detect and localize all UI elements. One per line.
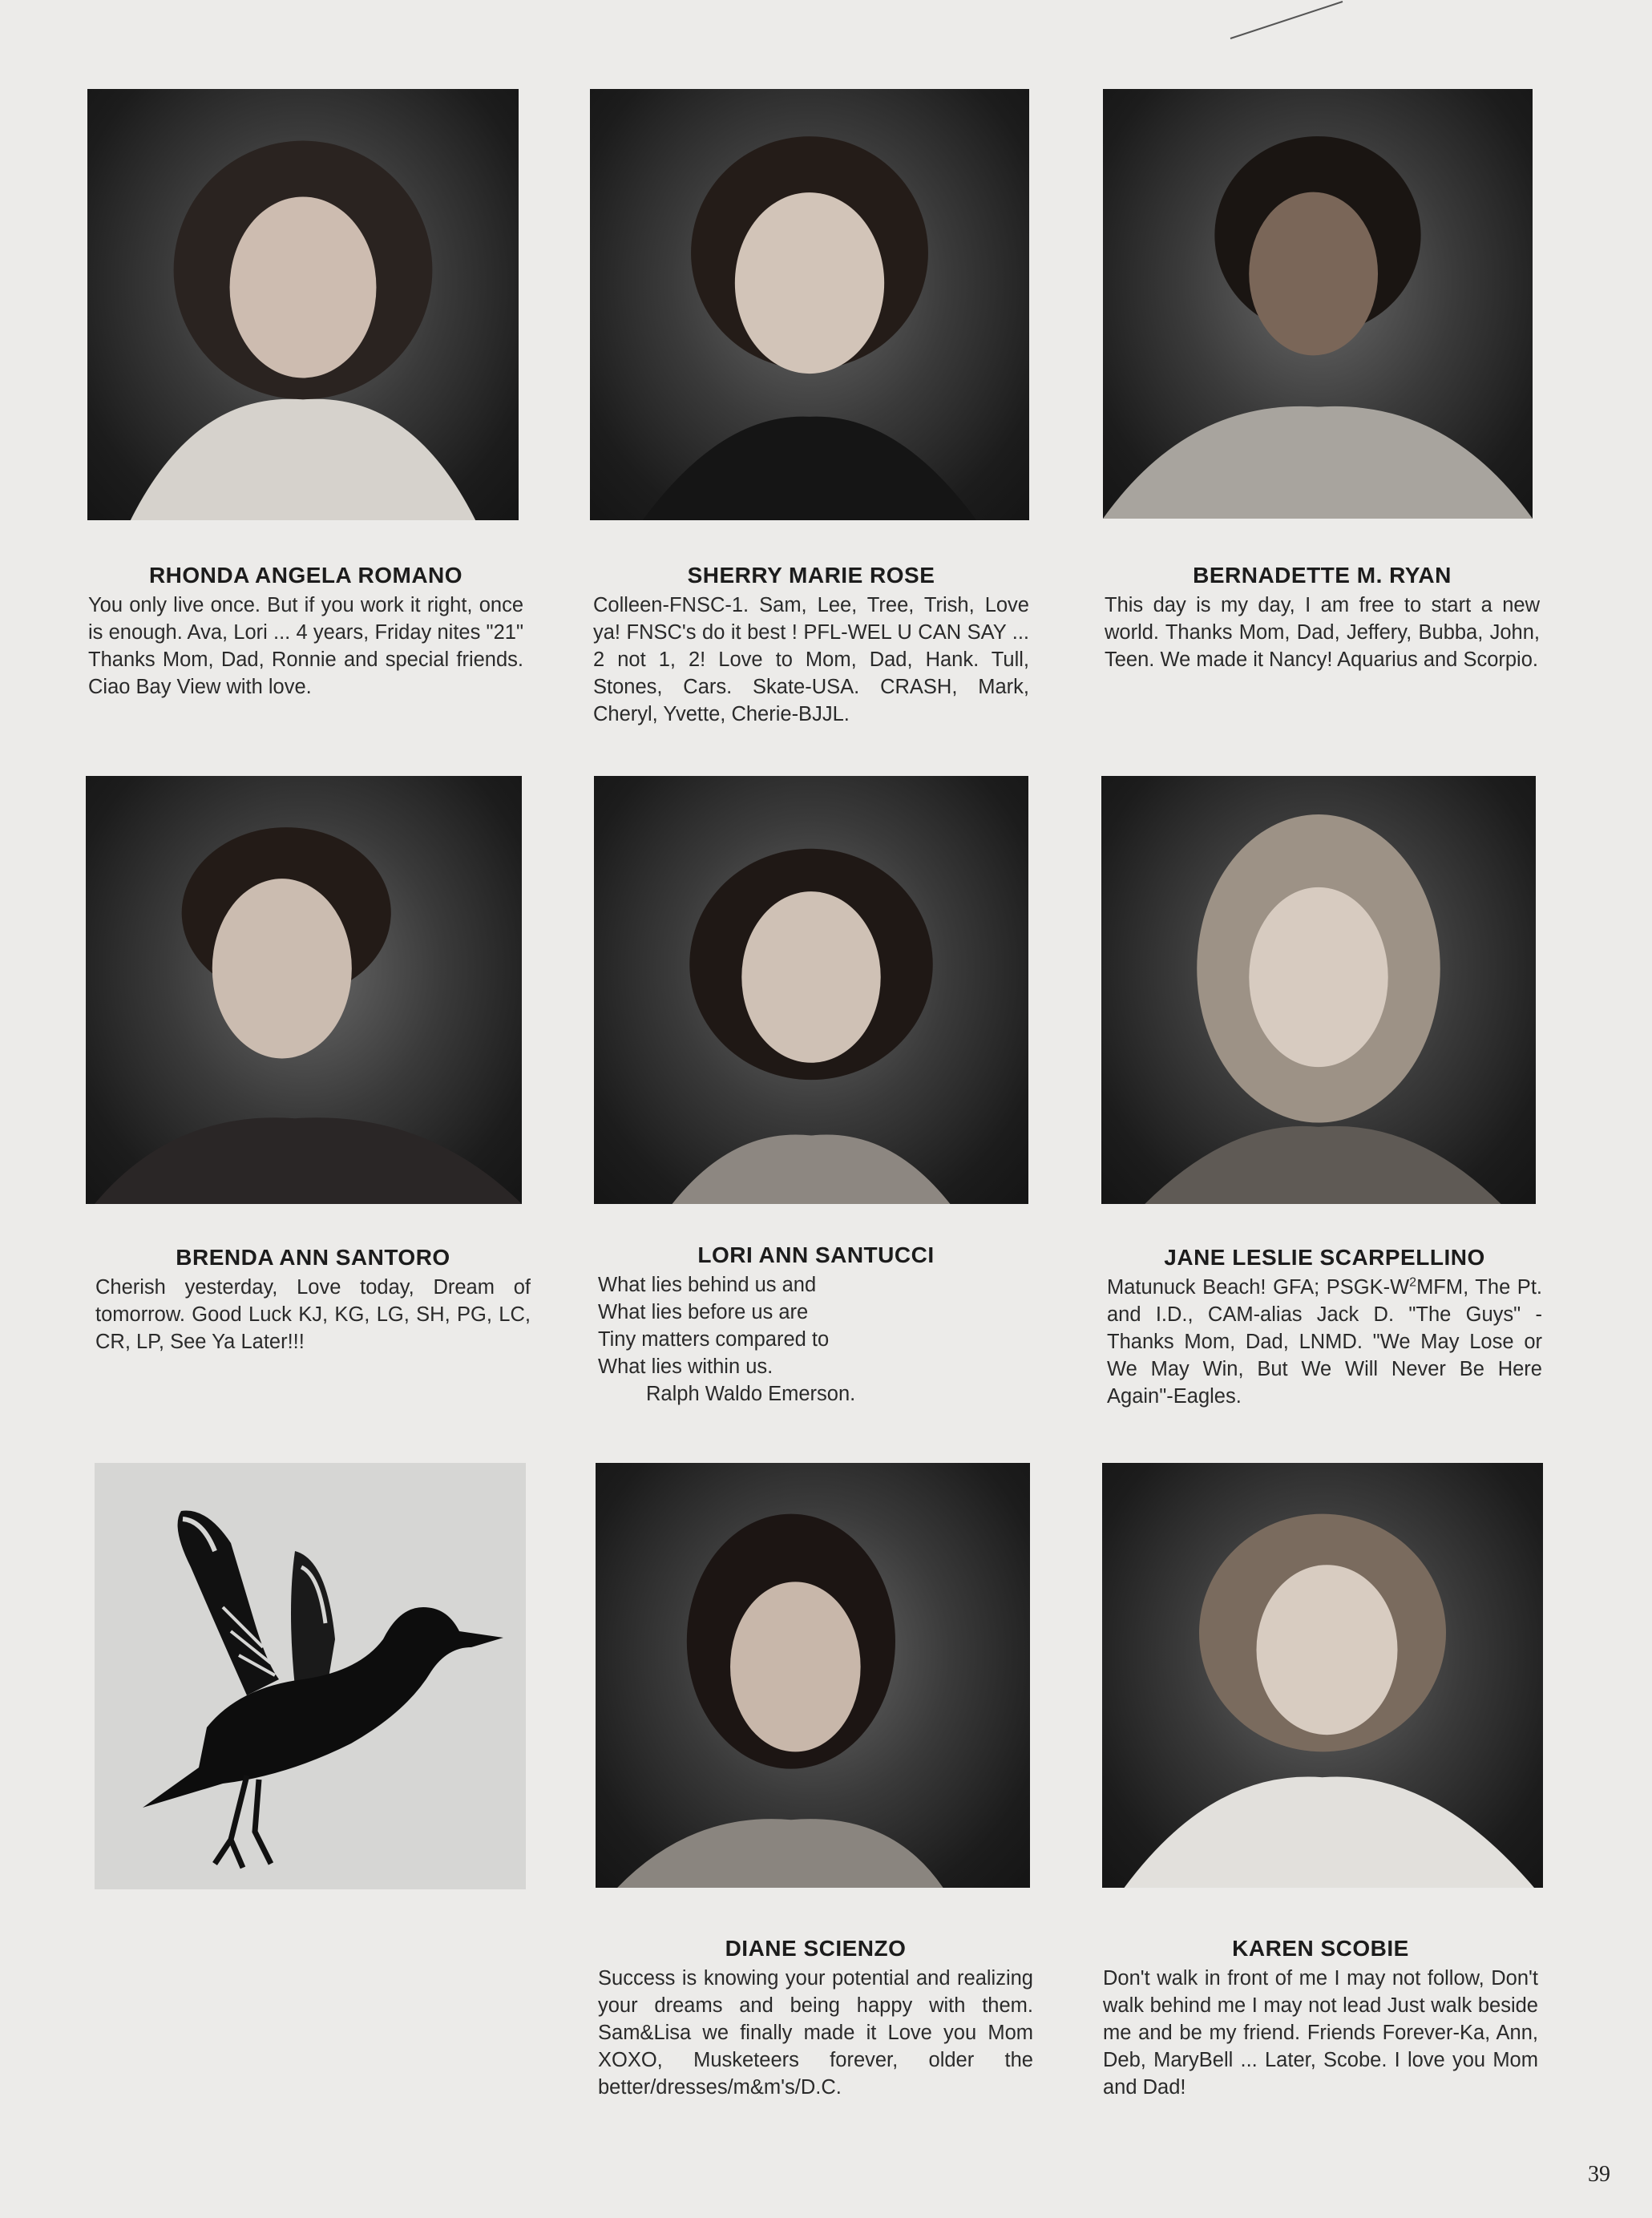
entry-rose <box>593 563 1029 728</box>
entry-santucci <box>598 1242 1034 1408</box>
poem-line: What lies before us are <box>598 1301 809 1323</box>
entry-ryan <box>1105 563 1540 673</box>
student-caption: Colleen-FNSC-1. Sam, Lee, Tree, Trish, Love ya! FNSC's do it best ! PFL-WEL U CAN SAY ... 2 not 1, 2! Love to Mom, Dad, Hank. Tull, Stones, Cars. Skate-USA. CRASH, Mark, Cheryl, Yvette, Cherie-BJJL. <box>593 594 1029 725</box>
entry-scarpellino <box>1107 1245 1542 1410</box>
portrait-photo-romano <box>87 89 519 520</box>
student-caption: Don't walk in front of me I may not follow, Don't walk behind me I may not lead Just walk beside me and be my friend. Friends Forever-Ka, Ann, Deb, MaryBell ... Later, Scobe. I love you Mom and Dad! <box>1103 1967 1538 2099</box>
student-caption: You only live once. But if you work it right, once is enough. Ava, Lori ... 4 years, Friday nites "21" Thanks Mom, Dad, Ronnie and special friends. Ciao Bay View with love. <box>88 594 523 698</box>
entry-santoro <box>95 1245 531 1355</box>
poem-line: Tiny matters compared to <box>598 1328 830 1351</box>
student-name: BRENDA ANN SANTORO <box>176 1245 450 1270</box>
poem-line: What lies behind us and <box>598 1274 817 1296</box>
portrait-photo-santoro <box>86 776 522 1204</box>
portrait-photo-ryan <box>1103 89 1533 519</box>
entry-scienzo <box>598 1936 1033 2101</box>
superscript: 2 <box>1409 1275 1417 1290</box>
portrait-photo-scienzo <box>596 1463 1030 1888</box>
entry-scobie <box>1103 1936 1538 2101</box>
student-caption: Cherish yesterday, Love today, Dream of tomorrow. Good Luck KJ, KG, LG, SH, PG, LC, CR, LP, See Ya Later!!! <box>95 1276 531 1353</box>
student-name: DIANE SCIENZO <box>725 1936 907 1961</box>
poem-attribution: Ralph Waldo Emerson. <box>646 1383 856 1405</box>
portrait-photo-rose <box>590 89 1029 520</box>
caption-part: Matunuck Beach! GFA; PSGK-W <box>1107 1276 1410 1299</box>
student-caption <box>1107 1274 1542 1410</box>
student-caption <box>598 1271 1034 1408</box>
goose-icon <box>95 1463 526 1889</box>
page-number: 39 <box>1588 2162 1610 2187</box>
student-name: SHERRY MARIE ROSE <box>687 563 935 588</box>
student-caption: Success is knowing your potential and realizing your dreams and being happy with them. Sam&Lisa we finally made it Love you Mom XOXO, Musketeers forever, older the better/dresses/m&m's/D.C. <box>598 1967 1033 2099</box>
student-name: JANE LESLIE SCARPELLINO <box>1164 1245 1485 1270</box>
flying-goose-emblem <box>95 1463 526 1889</box>
entry-romano <box>88 563 523 701</box>
portrait-photo-scobie <box>1102 1463 1543 1888</box>
caption-part: MFM, The Pt. and I.D., CAM-alias Jack D. "The Guys" -Thanks Mom, Dad, LNMD. "We May Lose or We May Win, But We Will Never Be Here Again"-Eagles. <box>1107 1276 1542 1408</box>
student-name: BERNADETTE M. RYAN <box>1193 563 1452 588</box>
poem-line: What lies within us. <box>598 1355 773 1378</box>
student-caption: This day is my day, I am free to start a new world. Thanks Mom, Dad, Jeffery, Bubba, John, Teen. We made it Nancy! Aquarius and Scorpio. <box>1105 594 1540 671</box>
pen-mark <box>1226 0 1347 44</box>
portrait-photo-scarpellino <box>1101 776 1536 1204</box>
student-name: KAREN SCOBIE <box>1232 1936 1409 1961</box>
student-name: RHONDA ANGELA ROMANO <box>148 563 463 588</box>
student-name: LORI ANN SANTUCCI <box>697 1242 935 1267</box>
portrait-photo-santucci <box>594 776 1028 1204</box>
